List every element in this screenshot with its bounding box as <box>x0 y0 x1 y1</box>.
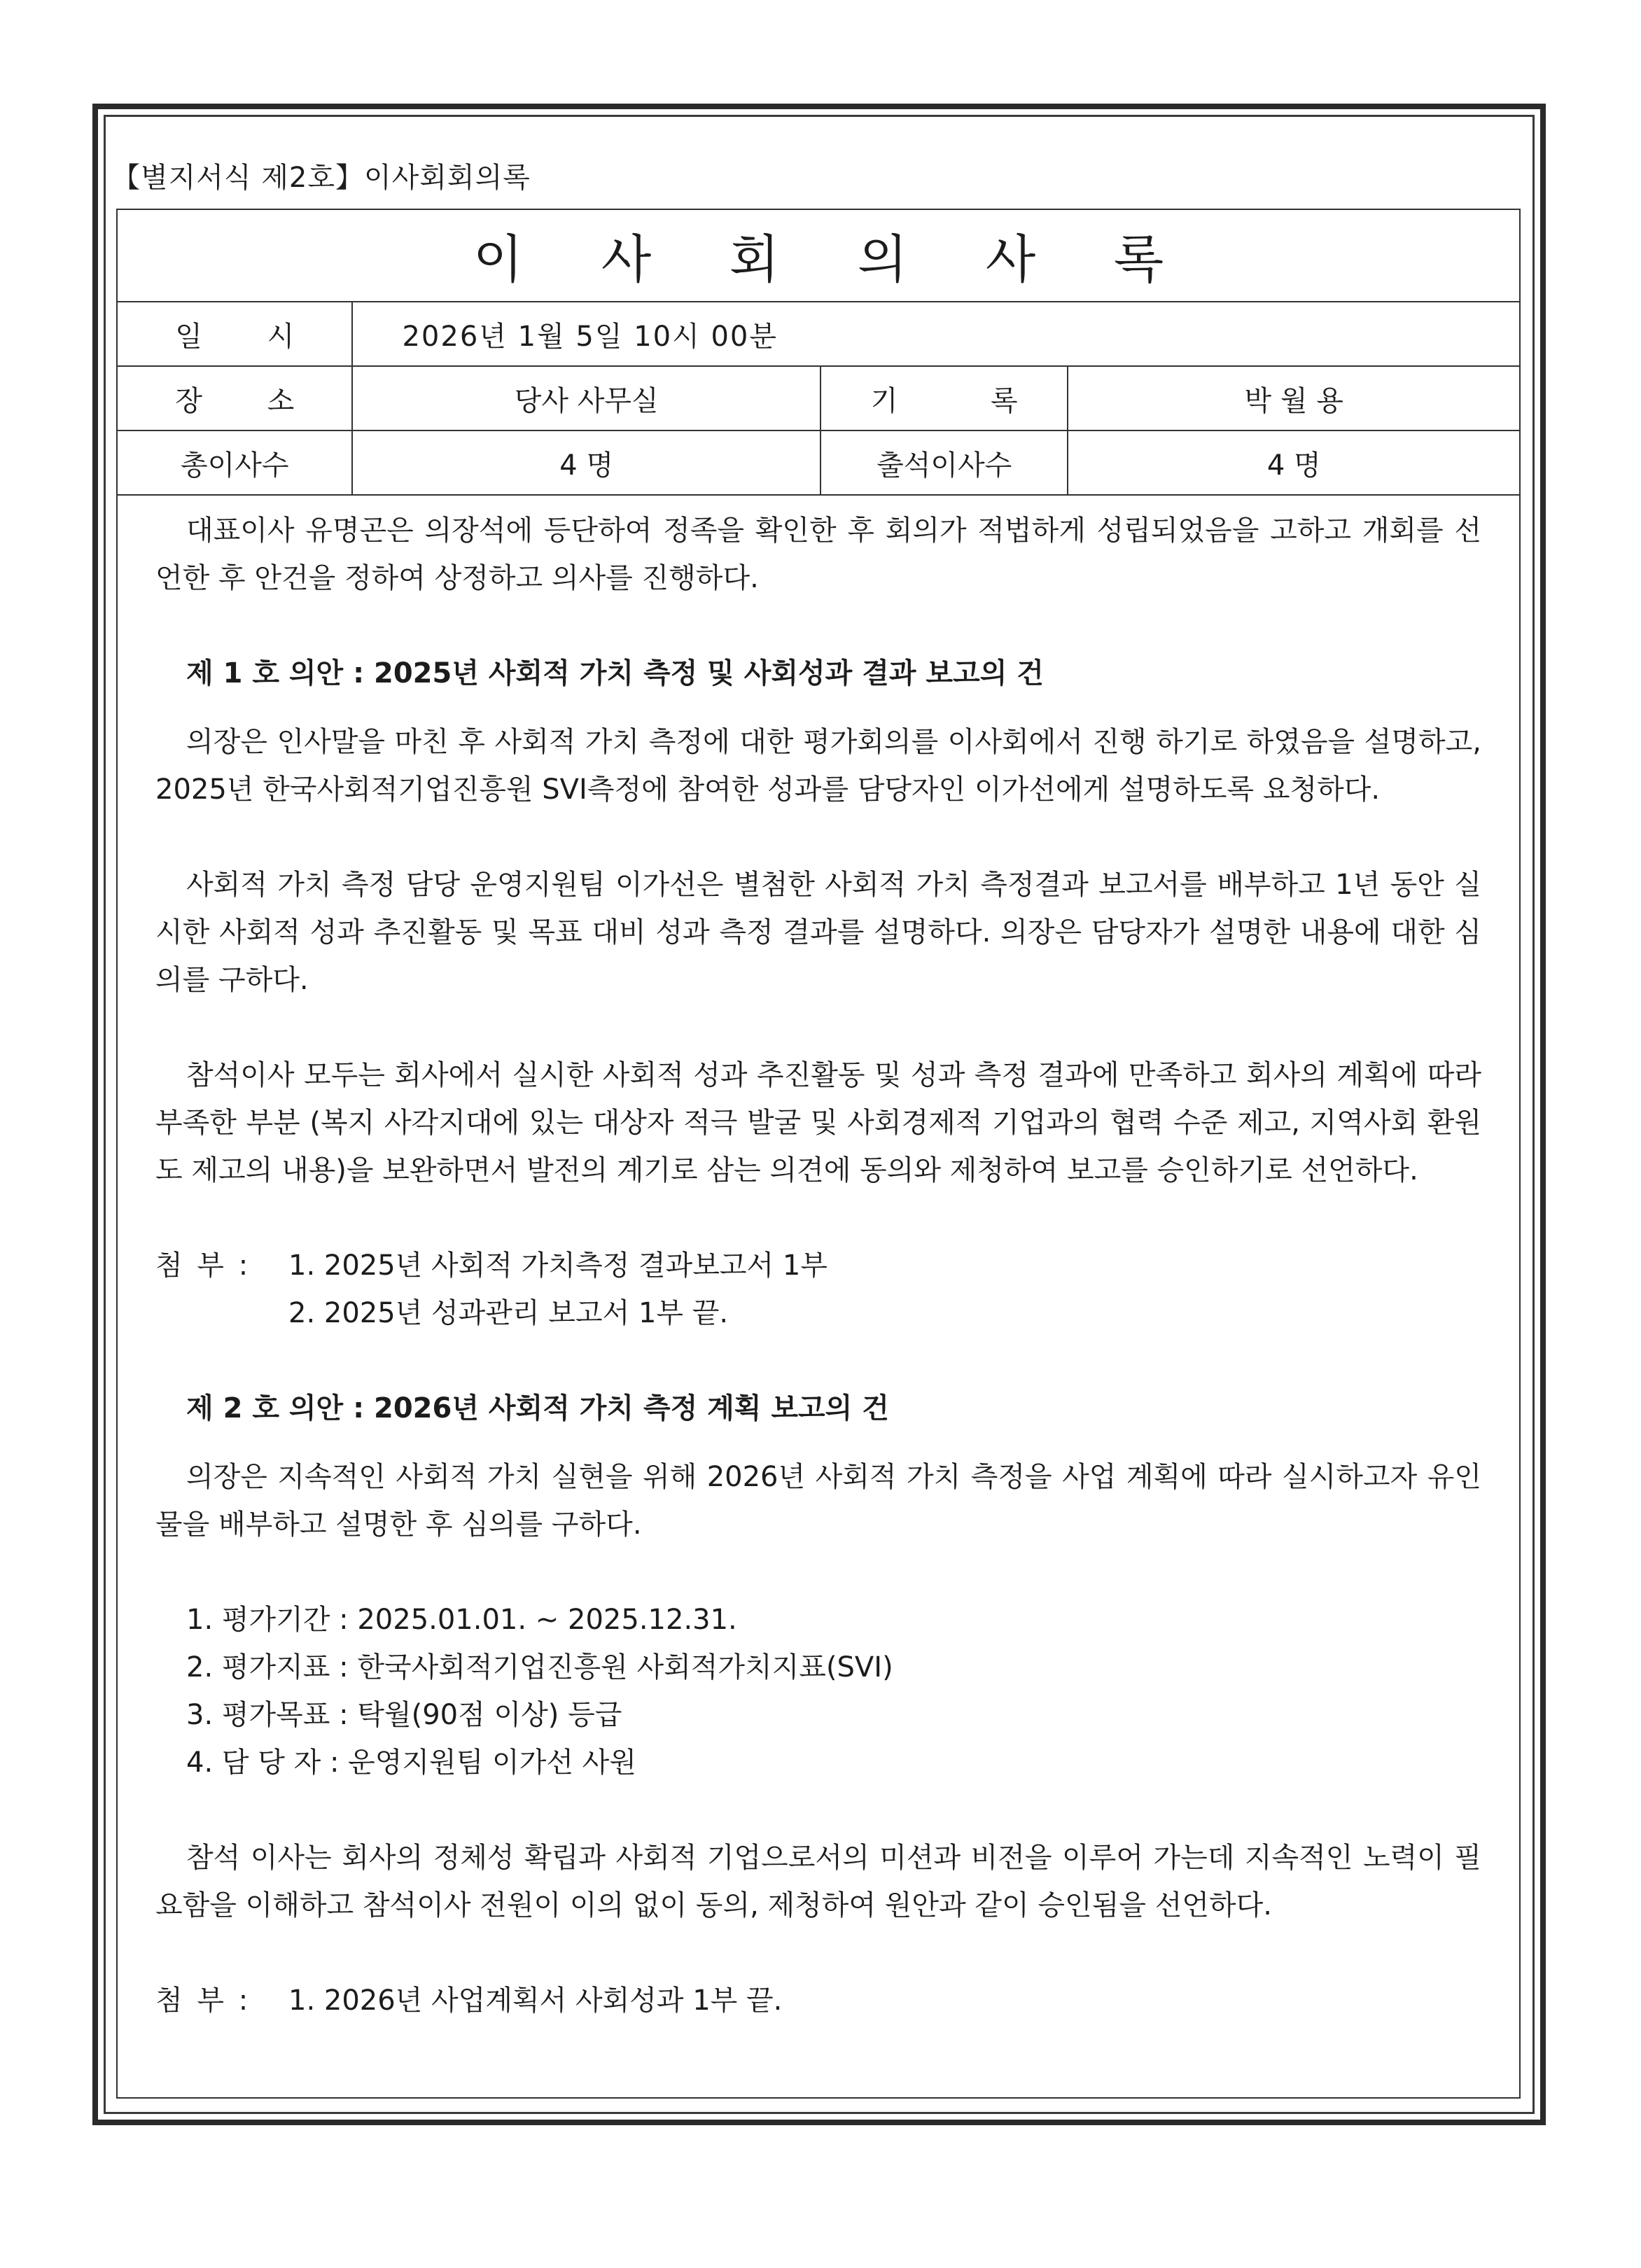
agenda-1-paragraph-3: 참석이사 모두는 회사에서 실시한 사회적 성과 추진활동 및 성과 측정 결과에 만족하고 회사의 계획에 따라 부족한 부분 (복지 사각지대에 있는 대상자 적극 발굴 및 사회경제적 기업과의 협력 수준 제고, 지역사회 환원도 제고의 내용)을 보완하면서 발전의 계기로 삼는 의견에 동의와 제청하여 보고를 승인하기로 선언하다. <box>155 1059 1481 1186</box>
list-item: 3. 평가목표 : 탁월(90점 이상) 등급 <box>186 1699 622 1731</box>
place-row <box>118 366 1519 430</box>
present-directors-label: 출석이사수 <box>820 430 1068 495</box>
list-item: 4. 담 당 자 : 운영지원팀 이가선 사원 <box>186 1746 636 1779</box>
attachment-item: 2. 2025년 성과관리 보고서 1부 끝. <box>288 1297 729 1329</box>
meeting-info-table <box>118 302 1519 496</box>
date-label: 일 시 <box>118 302 352 366</box>
document-title: 이 사 회 의 사 록 <box>118 210 1519 302</box>
agenda-1-paragraph-2: 사회적 가치 측정 담당 운영지원팀 이가선은 별첨한 사회적 가치 측정결과 보고서를 배부하고 1년 동안 실시한 사회적 성과 추진활동 및 목표 대비 성과 측정 결과를 설명하다. 의장은 담당자가 설명한 내용에 대한 심의를 구하다. <box>155 869 1481 996</box>
attendance-row <box>118 430 1519 495</box>
attachment-item: 1. 2026년 사업계획서 사회성과 1부 끝. <box>288 1984 783 2017</box>
minutes-document <box>116 209 1521 2099</box>
agenda-1-attachments <box>155 1242 1481 1337</box>
agenda-1-title: 제 1 호 의안 : 2025년 사회적 가치 측정 및 사회성과 결과 보고의 건 <box>186 657 1044 690</box>
agenda-2-paragraph-2: 참석 이사는 회사의 정체성 확립과 사회적 기업으로서의 미션과 비전을 이루어 가는데 지속적인 노력이 필요함을 이해하고 참석이사 전원이 이의 없이 동의, 제청하여 원안과 같이 승인됨을 선언하다. <box>155 1842 1481 1921</box>
agenda-2-attachments <box>155 1977 1481 2024</box>
date-row <box>118 302 1519 366</box>
total-directors-label: 총이사수 <box>118 430 352 495</box>
attachment-label: 첨 부 : <box>155 1984 251 2017</box>
agenda-1-paragraph-1: 의장은 인사말을 마친 후 사회적 가치 측정에 대한 평가회의를 이사회에서 진행 하기로 하였음을 설명하고, 2025년 한국사회적기업진흥원 SVI측정에 참여한 성과를 담당자인 이가선에게 설명하도록 요청하다. <box>155 726 1481 806</box>
list-item: 2. 평가지표 : 한국사회적기업진흥원 사회적가치지표(SVI) <box>186 1651 893 1684</box>
recorder-label: 기 록 <box>820 366 1068 430</box>
form-tag: 【별지서식 제2호】이사회회의록 <box>112 162 531 194</box>
agenda-2-title: 제 2 호 의안 : 2026년 사회적 가치 측정 계획 보고의 건 <box>186 1392 889 1424</box>
list-item: 1. 평가기간 : 2025.01.01. ~ 2025.12.31. <box>186 1604 737 1636</box>
minutes-body <box>118 496 1519 2024</box>
intro-paragraph: 대표이사 유명곤은 의장석에 등단하여 정족을 확인한 후 회의가 적법하게 성립되었음을 고하고 개회를 선언한 후 안건을 정하여 상정하고 의사를 진행하다. <box>155 514 1481 594</box>
evaluation-plan-list <box>155 1596 1481 1786</box>
agenda-2-paragraph-1: 의장은 지속적인 사회적 가치 실현을 위해 2026년 사회적 가치 측정을 사업 계획에 따라 실시하고자 유인물을 배부하고 설명한 후 심의를 구하다. <box>155 1461 1481 1541</box>
recorder-value: 박 월 용 <box>1068 366 1519 430</box>
date-value: 2026년 1월 5일 10시 00분 <box>352 302 1519 366</box>
place-value: 당사 사무실 <box>352 366 820 430</box>
place-label: 장 소 <box>118 366 352 430</box>
attachment-label: 첨 부 : <box>155 1250 251 1282</box>
present-directors-value: 4 명 <box>1068 430 1519 495</box>
total-directors-value: 4 명 <box>352 430 820 495</box>
attachment-item: 1. 2025년 사회적 가치측정 결과보고서 1부 <box>288 1250 828 1282</box>
